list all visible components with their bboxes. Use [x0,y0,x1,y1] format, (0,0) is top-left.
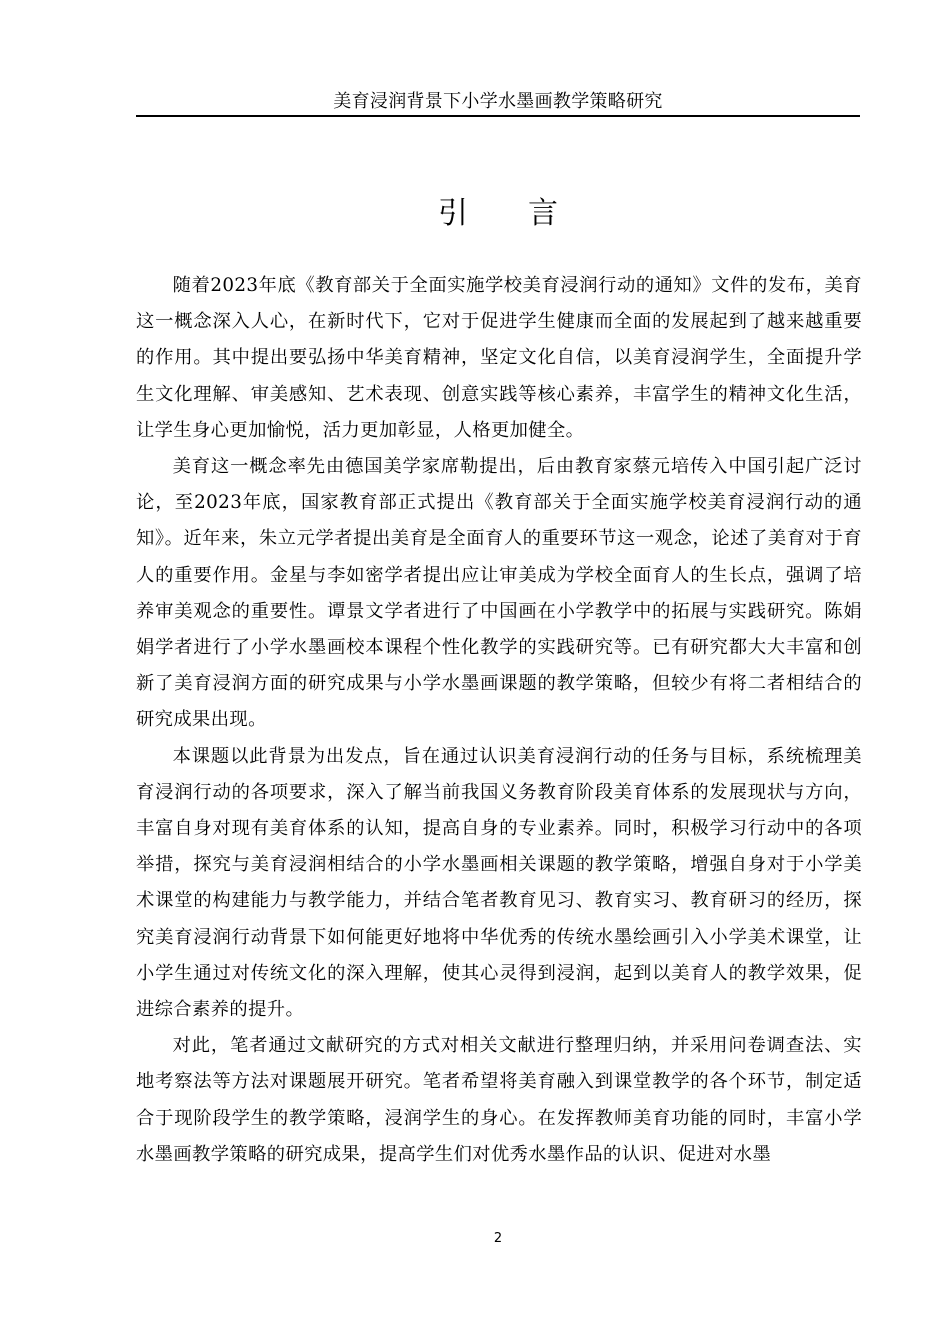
header-divider [136,115,860,117]
section-title-char-1: 引 [438,196,468,231]
paragraph-3: 本课题以此背景为出发点，旨在通过认识美育浸润行动的任务与目标，系统梳理美育浸润行动的各项要求，深入了解当前我国义务教育阶段美育体系的发展现状与方向，丰富自身对现有美育体系的认知，提高自身的专业素养。同时，积极学习行动中的各项举措，探究与美育浸润相结合的小学水墨画相关课题的教学策略，增强自身对于小学美术课堂的构建能力与教学能力，并结合笔者教育见习、教育实习、教育研习的经历，探究美育浸润行动背景下如何能更好地将中华优秀的传统水墨绘画引入小学美术课堂，让小学生通过对传统文化的深入理解，使其心灵得到浸润，起到以美育人的教学效果，促进综合素养的提升。 [136,745,862,1021]
paragraph-1: 随着2023年底《教育部关于全面实施学校美育浸润行动的通知》文件的发布，美育这一概念深入人心，在新时代下，它对于促进学生健康而全面的发展起到了越来越重要的作用。其中提出要弘扬中华美育精神，坚定文化自信，以美育浸润学生，全面提升学生文化理解、审美感知、艺术表现、创意实践等核心素养，丰富学生的精神文化生活，让学生身心更加愉悦，活力更加彰显，人格更加健全。 [136,275,862,441]
section-title-char-2: 言 [528,196,558,231]
section-title [136,192,860,236]
running-header-title: 美育浸润背景下小学水墨画教学策略研究 [333,91,663,112]
paragraph-4: 对此，笔者通过文献研究的方式对相关文献进行整理归纳，并采用问卷调查法、实地考察法等方法对课题展开研究。笔者希望将美育融入到课堂教学的各个环节，制定适合于现阶段学生的教学策略，浸润学生的身心。在发挥教师美育功能的同时，丰富小学水墨画教学策略的研究成果，提高学生们对优秀水墨作品的认识、促进对水墨 [136,1035,862,1165]
page-number: 2 [493,1231,503,1246]
paragraph-2: 美育这一概念率先由德国美学家席勒提出，后由教育家蔡元培传入中国引起广泛讨论，至2023年底，国家教育部正式提出《教育部关于全面实施学校美育浸润行动的通知》。近年来，朱立元学者提出美育是全面育人的重要环节这一观念，论述了美育对于育人的重要作用。金星与李如密学者提出应让审美成为学校全面育人的生长点，强调了培养审美观念的重要性。谭景文学者进行了中国画在小学教学中的拓展与实践研究。陈娟娟学者进行了小学水墨画校本课程个性化教学的实践研究等。已有研究都大大丰富和创新了美育浸润方面的研究成果与小学水墨画课题的教学策略，但较少有将二者相结合的研究成果出现。 [136,456,862,731]
body-text [136,268,862,1173]
